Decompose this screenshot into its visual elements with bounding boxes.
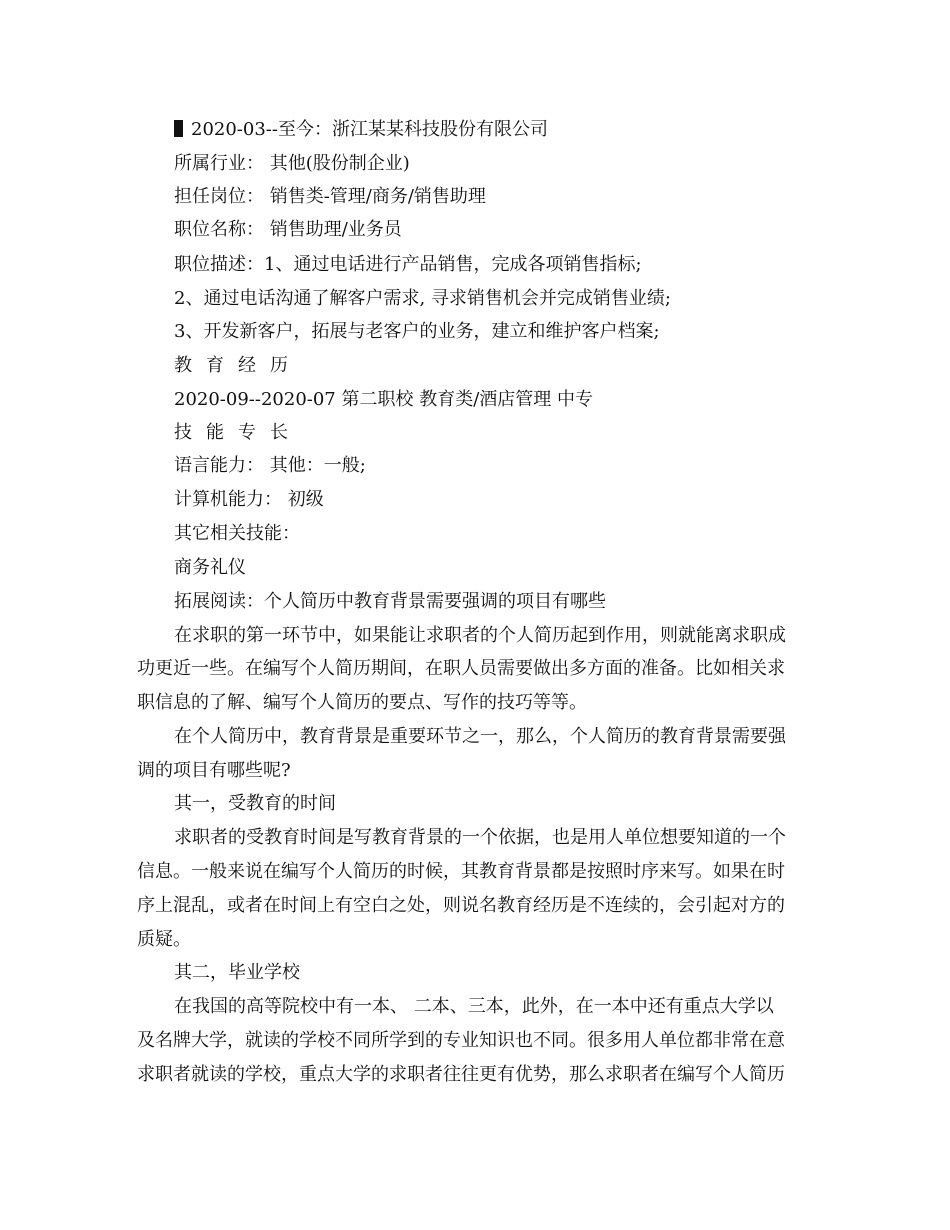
job-description-1: 职位描述：1、通过电话进行产品销售，完成各项销售指标; (174, 254, 642, 275)
paragraph-3-line-1: 求职者的受教育时间是写教育背景的一个依据，也是用人单位想要知道的一个 (174, 827, 786, 848)
subheading-1: 其一，受教育的时间 (174, 793, 336, 814)
job-position: 担任岗位： 销售类-管理/商务/销售助理 (174, 186, 486, 207)
paragraph-4-line-3: 求职者就读的学校，重点大学的求职者往往更有优势，那么求职者在编写个人简历 (137, 1064, 785, 1085)
paragraph-1-line-2: 功更近一些。在编写个人简历期间，在职人员需要做出多方面的准备。比如相关求 (137, 658, 785, 679)
paragraph-3-line-4: 质疑。 (137, 929, 191, 950)
skill-computer: 计算机能力： 初级 (174, 489, 324, 510)
job-description-3: 3、开发新客户，拓展与老客户的业务，建立和维护客户档案; (174, 321, 660, 342)
bullet-marker (174, 120, 183, 137)
job-description-2: 2、通过电话沟通了解客户需求, 寻求销售机会并完成销售业绩; (174, 288, 671, 309)
paragraph-2-line-2: 调的项目有哪些呢? (137, 760, 291, 781)
job-title: 职位名称： 销售助理/业务员 (174, 219, 402, 240)
job-period-company-text: 2020-03--至今：浙江某某科技股份有限公司 (191, 119, 548, 140)
skills-heading: 技能专长 (174, 422, 302, 443)
skill-other-label: 其它相关技能： (174, 523, 300, 544)
education-entry: 2020-09--2020-07 第二职校 教育类/酒店管理 中专 (174, 389, 593, 410)
paragraph-1-line-1: 在求职的第一环节中，如果能让求职者的个人简历起到作用，则就能离求职成 (174, 625, 786, 646)
skill-other-value: 商务礼仪 (174, 557, 246, 578)
paragraph-4-line-1: 在我国的高等院校中有一本、 二本、三本，此外，在一本中还有重点大学以 (174, 996, 774, 1017)
paragraph-1-line-3: 职信息的了解、编写个人简历的要点、写作的技巧等等。 (137, 692, 587, 713)
skill-language: 语言能力： 其他：一般; (174, 455, 366, 476)
paragraph-3-line-3: 序上混乱，或者在时间上有空白之处，则说名教育经历是不连续的，会引起对方的 (137, 895, 785, 916)
paragraph-4-line-2: 及名牌大学，就读的学校不同所学到的专业知识也不同。很多用人单位都非常在意 (137, 1030, 785, 1051)
job-period-company (174, 118, 548, 142)
paragraph-3-line-2: 信息。一般来说在编写个人简历的时候，其教育背景都是按照时序来写。如果在时 (137, 861, 785, 882)
subheading-2: 其二，毕业学校 (174, 962, 300, 983)
job-industry: 所属行业： 其他(股份制企业) (174, 153, 410, 174)
article-title: 拓展阅读：个人简历中教育背景需要强调的项目有哪些 (174, 591, 606, 612)
education-heading: 教育经历 (174, 355, 302, 376)
paragraph-2-line-1: 在个人简历中，教育背景是重要环节之一，那么，个人简历的教育背景需要强 (174, 726, 786, 747)
